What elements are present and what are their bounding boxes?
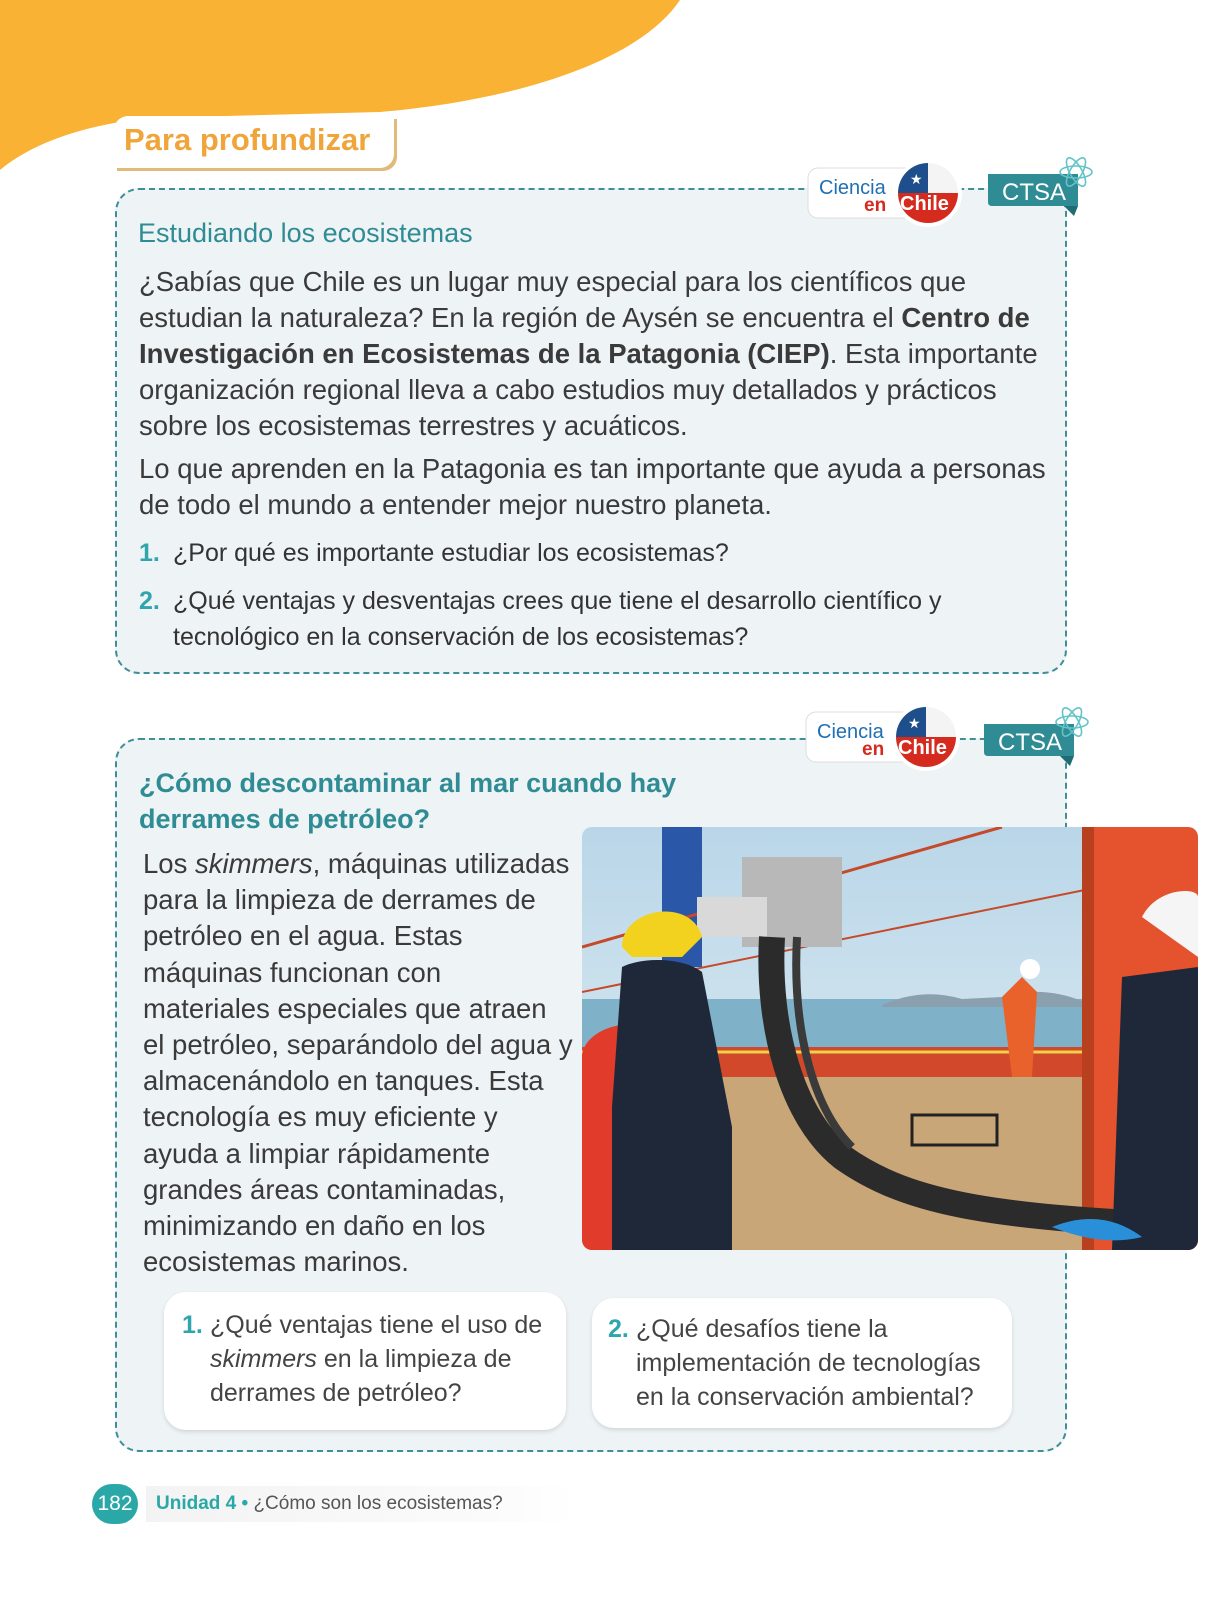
unit-label: Unidad 4 • ¿Cómo son los ecosistemas? — [156, 1493, 503, 1514]
unit-title: ¿Cómo son los ecosistemas? — [253, 1493, 503, 1514]
ciencia-en-chile-badge — [806, 156, 966, 230]
paragraph-ciep: ¿Sabías que Chile es un lugar muy especial para los científicos que estudian la naturaleza? En la región de Aysén se encuentra el Centro de Investigación en Ecosistemas de la Patagonia (CIEP). Esta importante organización regional lleva a cabo estudios muy detallados y prácticos sobre los ecosistemas terrestres y acuáticos. — [139, 266, 1038, 441]
skimmers-paragraph: Los skimmers, máquinas utilizadas para la limpieza de derrames de petróleo en el agua. Estas máquinas funcionan con materiales especiales que atraen el petróleo, separándolo del agua y almacenándolo en tanques. Esta tecnología es muy eficiente y ayuda a limpiar rápidamente grandes áreas contaminadas, minimizando en daño en los ecosistemas marinos. — [143, 848, 573, 1278]
question-1 — [139, 535, 1019, 571]
question-2 — [139, 583, 1019, 651]
question-number: 1. — [139, 539, 160, 567]
section-tab — [114, 116, 394, 168]
card-number: 1. — [182, 1311, 203, 1339]
ciencia-en-chile-badge — [804, 700, 964, 774]
ctsa-badge — [984, 154, 1098, 224]
question-card-1 — [164, 1292, 566, 1430]
chile-text: Chile — [900, 193, 949, 215]
unit-strip — [146, 1486, 576, 1522]
svg-text:★: ★ — [908, 716, 921, 732]
ctsa-text: CTSA — [998, 729, 1063, 756]
question-number: 2. — [139, 587, 160, 615]
question-card-2 — [592, 1298, 1012, 1428]
card-text: ¿Qué desafíos tiene la implementación de tecnologías en la conservación ambiental? — [636, 1315, 981, 1411]
ciep-name: Centro de Investigación en Ecosistemas de la Patagonia (CIEP) — [139, 302, 1030, 369]
en-text: en — [862, 739, 885, 760]
card-text: ¿Qué ventajas tiene el uso de skimmers en la limpieza de derrames de petróleo? — [210, 1311, 543, 1407]
card-number: 2. — [608, 1315, 629, 1343]
svg-text:★: ★ — [910, 172, 923, 188]
question-text: ¿Qué ventajas y desventajas crees que tiene el desarrollo científico y tecnológico en la conservación de los ecosistemas? — [173, 587, 942, 651]
section-label: Para profundizar — [124, 122, 371, 157]
en-text: en — [864, 195, 887, 216]
oil-skimmer-deck-photo — [582, 827, 1198, 1250]
box1-title: Estudiando los ecosistemas — [138, 218, 473, 248]
question-text: ¿Por qué es importante estudiar los ecosistemas? — [173, 539, 729, 567]
ciencia-text: Ciencia — [819, 177, 886, 199]
paragraph-patagonia: Lo que aprenden en la Patagonia es tan importante que ayuda a personas de todo el mundo a entender mejor nuestro planeta. — [139, 453, 1046, 520]
page-number: 182 — [92, 1484, 138, 1524]
ciencia-text: Ciencia — [817, 721, 884, 743]
ctsa-badge — [980, 704, 1094, 774]
chile-text: Chile — [898, 737, 947, 759]
box2-title: ¿Cómo descontaminar al mar cuando hay derrames de petróleo? — [139, 768, 677, 834]
skimmers-term: skimmers — [194, 848, 313, 879]
ctsa-text: CTSA — [1002, 179, 1067, 206]
